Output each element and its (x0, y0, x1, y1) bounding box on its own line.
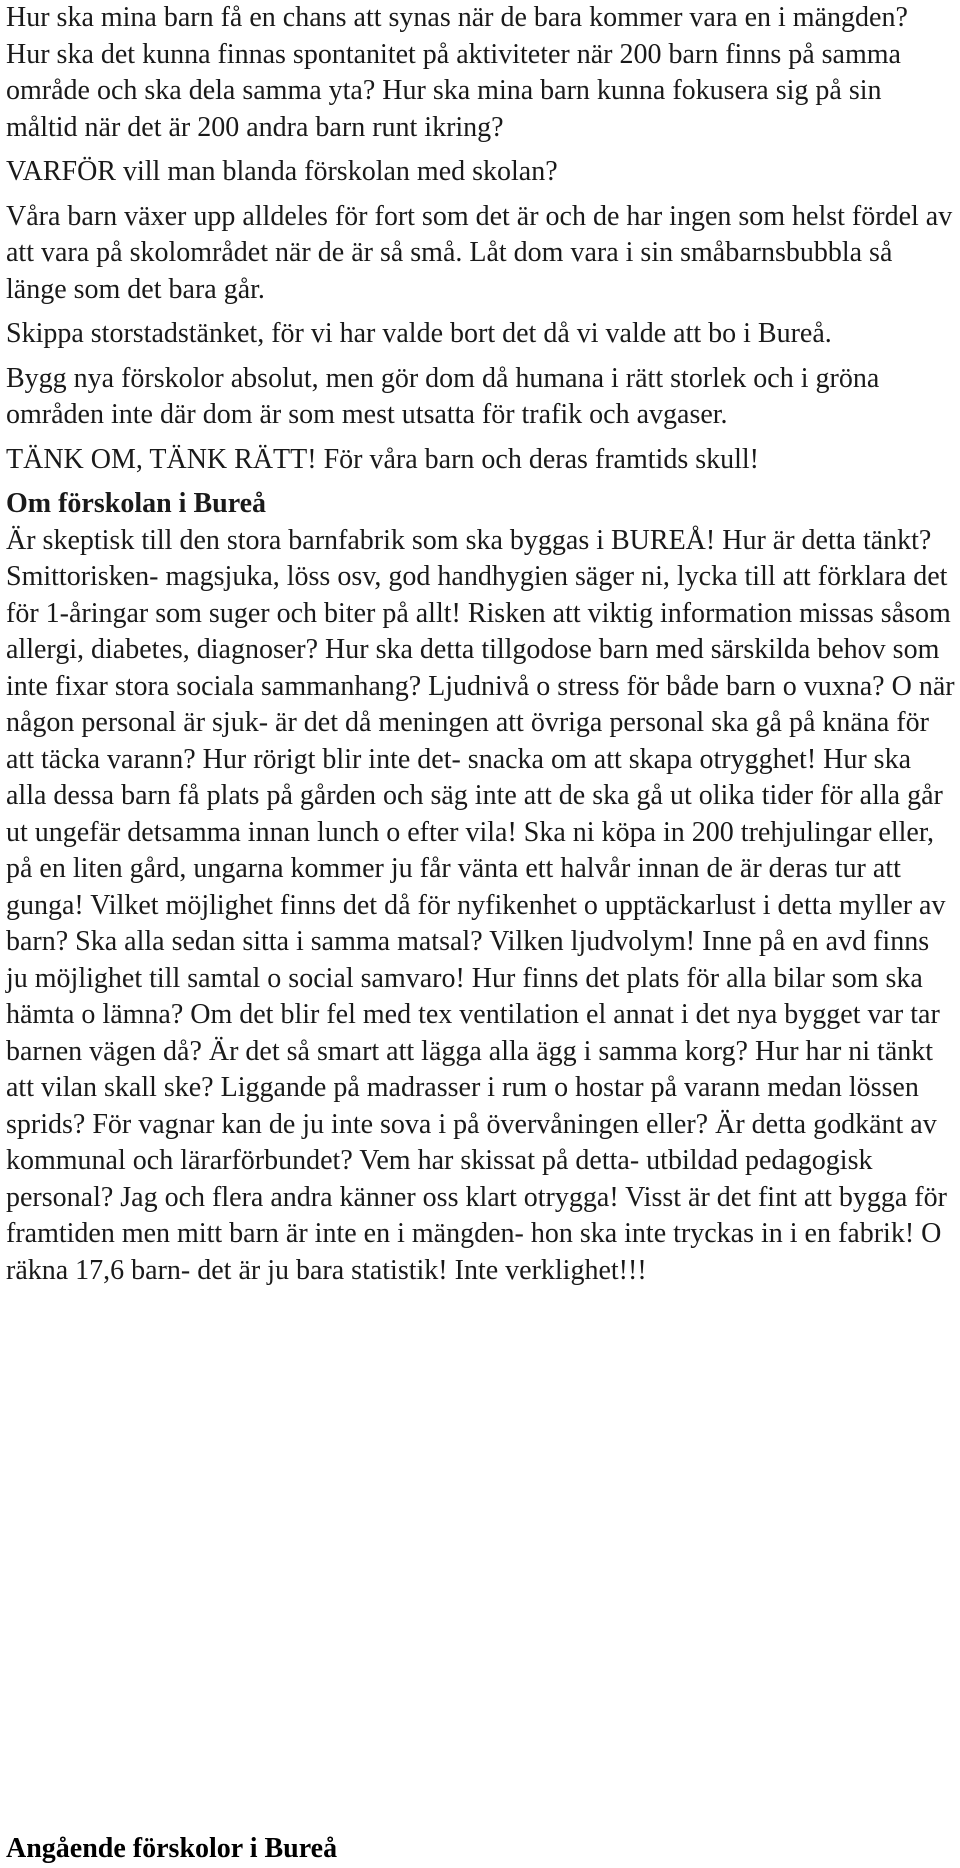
paragraph-om-forskolan-body: Är skeptisk till den stora barnfabrik som ska byggas i BUREÅ! Hur är detta tänkt? Smittorisken- magsjuka, löss osv, god handhygien säger ni, lycka till att förklara det för 1-åringar som suger och biter på allt! Risken att viktig information missas såsom allergi, diabetes, diagnoser? Hur ska detta tillgodose barn med särskilda behov som inte fixar stora sociala sammanhang? Ljudnivå o stress för både barn o vuxna? O när någon personal är sjuk- är det då meningen att övriga personal ska gå på knäna för att täcka varann? Hur rörigt blir inte det- snacka om att skapa otrygghet! Hur ska alla dessa barn få plats på gården och säg inte att de ska gå ut olika tider för alla går ut ungefär detsamma innan lunch o efter vila! Ska ni köpa in 200 trehjulingar eller, på en liten gård, ungarna kommer ju får vänta ett halvår innan de är deras tur att gunga! Vilket möjlighet finns det då för nyfikenhet o upptäckarlust i detta myller av barn? Ska alla sedan sitta i samma matsal? Vilken ljudvolym! Inne på en avd finns ju möjlighet till samtal o social samvaro! Hur finns det plats för alla bilar som ska hämta o lämna? Om det blir fel med tex ventilation el annat i det nya bygget var tar barnen vägen då? Är det så smart att lägga alla ägg i samma korg? Hur har ni tänkt att vilan skall ske? Liggande på madrasser i rum o hostar på varann medan lössen sprids? För vagnar kan de ju inte sova i på övervåningen eller? Är detta godkänt av kommunal och lärarförbundet? Vem har skissat på detta- utbildad pedagogisk personal? Jag och flera andra känner oss klart otrygga! Visst är det fint att bygga för framtiden men mitt barn är inte en i mängden- hon ska inte tryckas in i en fabrik! O räkna 17,6 barn- det är ju bara statistik! Inte verklighet!!! (6, 524, 955, 1286)
paragraph-skip-big-city: Skippa storstadstänket, för vi har valde bort det då vi valde att bo i Bureå. (6, 318, 832, 349)
paragraph-children-grow: Våra barn växer upp alldeles för fort som det är och de har ingen som helst fördel av att vara på skolområdet när de är så små. Låt dom vara i sin småbarnsbubbla så länge som det bara går. (6, 200, 953, 305)
paragraph-why-mix: VARFÖR vill man blanda förskolan med skolan? (6, 156, 558, 187)
paragraph-think-again: TÄNK OM, TÄNK RÄTT! För våra barn och deras framtids skull! (6, 443, 759, 475)
section-heading-angaende-forskolor: Angående förskolor i Bureå (6, 1833, 338, 1864)
paragraph-intro-questions: Hur ska mina barn få en chans att synas när de bara kommer vara en i mängden? Hur ska det kunna finnas spontanitet på aktiviteter när 200 barn finns på samma område och ska dela samma yta? Hur ska mina barn kunna fokusera sig på sin måltid när det är 200 andra barn runt ikring? (6, 2, 908, 143)
paragraph-build-preschools: Bygg nya förskolor absolut, men gör dom då humana i rätt storlek och i gröna områden inte där dom är som mest utsatta för trafik och avgaser. (6, 362, 880, 430)
document-page (6, 0, 956, 1297)
section-heading-om-forskolan: Om förskolan i Bureå (6, 488, 267, 519)
